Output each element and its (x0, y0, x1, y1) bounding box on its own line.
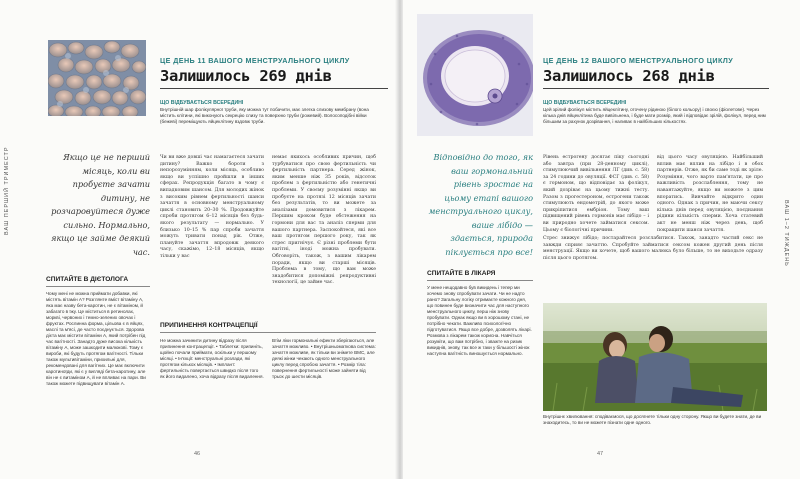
ask-doctor-text: У мене нещодавно був викидень і тепер ми хочемо знову спробувати зачати. Чи не надто рано? Загальну логіку отримаєте кожного дня, що повинен буде визначити час для наступного менструального циклу, перш ніж знову пробувати. Однак якщо ви в хорошому стані, не потрібно чекати. Важливо психологічно підготуватися. Якщо все добре, дозволять лікарі. Розмова з лікарем також корисна. Навчіться розуміти, що вам потрібно, і зважте на ризик викиднів, знову, так все ж таки у більшості жінок наступна вагітність виношується нормально. (427, 285, 532, 356)
fallopian-tube-micrograph (48, 40, 146, 116)
inside-text: Внутрішній шар фолікулярної труби, яку можна тут побачити, має злегка слизову мембрану (вона містить клітини, які виконують секрецію слизу та поверхню труби (рожевий). Волосоподібні війки (бежеві) переміщують яйцеклітину вздовж труби. (160, 107, 369, 124)
contraception-col-2: Втім ліки гормональні ефекти зберігаються, але зачаття можливо. • Внутрішньоматкова система: зачаття можливе, як тільки ви знімете ВМС, але деякі жінки чекають одного менструального циклу перед спробою зачаття. • Розмір тіла: повернення фертильності може зайняти від трьох до шести місяців. (272, 338, 376, 379)
page-number: 46 (194, 451, 201, 457)
ask-doctor-rule (427, 280, 533, 281)
body-column-2: від цього часу овуляцією. Найбільший вплив має вплив на лібідо і в обох партнерів. Отже, як би саме тоді як зріле. Розуміння, чого варто пам'ятати, це про важливість розслаблення, тому не навантажуйте, якщо ви можете з цим впоратись. Вивчайте відкрито один одного. Однак з причин, не маючи сексу кілька днів перед овуляцією, поєднання рідини кількість сперми. Хоча статевий акт не менш ніж через день, щоб покращити шанси зачаття. (657, 155, 763, 233)
photo-caption: Внутрішнє хвилювання: сподіваємося, що досягнете тільки одну сторону. Якщо ви будете знати, де ви знаходитесь, то ви не можете пізнати одне одного. (543, 414, 762, 425)
page-title: Залишилось 269 днів (160, 67, 332, 85)
ask-doctor-heading: СПИТАЙТЕ В ЛІКАРЯ (427, 270, 496, 277)
body-column-1: Чи ви вже довші час намагаєтеся зачати дитину? Важко бороти з непорозумінням, коли місяць, особливо якщо ви успішно пройшли в інших сферах. Репродукція багато в чому є випадковим шансом. Для молодих жінок з високим рівнем фертильності шанси зачаття в основному менструальному циклі становить 20–30 %. Продовжуйте спроби протягом 6–12 місяців без будь-якого результату — нормально. У близько 10–15 % пар спроби зачаття можуть тривати понад рік. Отже, плануйте зачаття впродовж деякого часу, скажімо, 12–18 місяців, якщо тільки у вас (160, 155, 264, 259)
contraception-heading: ПРИПИНЕННЯ КОНТРАЦЕПЦІЇ (160, 322, 258, 329)
title-rule (160, 88, 388, 89)
page-number: 47 (597, 451, 604, 457)
pull-quote: Відповідно до того, як ваш гормональний рівень зростає на цьому етапі вашого менструального циклу, ваше лібідо — здається, природа піклується про все! (428, 152, 533, 257)
contraception-rule (160, 332, 376, 333)
inside-subheading: ЩО ВІДБУВАЄТЬСЯ ВСЕРЕДИНІ (543, 100, 627, 106)
pull-quote: Якщо це не перший місяць, коли ви пробуєте зачати дитину, не розчаровуйтеся дуже сильно. Нормально, якщо це займе деякий час. (51, 152, 150, 257)
body-column-2: немає якихось особливих причин, щоб турбуватися про свою фертильність чи фертильність партнера. Серед жінок, яким менше ніж 35 років, відсоток проблем з фертильністю або генетичні проблеми. У своєму розумінні якщо ви пробуєте на протязі 12 місяців зачати без результатів, то ви можете за аналізами домовитися з лікарем. Першим кроком буде обстеження на гормони для вас та аналіз сперми для вашого партнера. Заспокойтеся, які все ваш протягом першого року, так як стрес пригнічує. Є різні проблеми бути вагітні, іноді можна пробувати. Обговоріть, також, з вашим лікарем поради, якщо ви старші місяців. Проблема в тому, що вам може знадобитися допоміжні репродуктивні технології, це займе час. (272, 155, 376, 286)
week-side-label: ВАШ 1–2 ТИЖДЕНЬ (783, 200, 789, 267)
contraception-col-1: Не можна зачинити дитину відразу після припинення контрацепції. • Таблетки: припиніть, щойно почали приймати, оскільки у першому місяці. • Ін'єкції: менструальні розлади, які протягом кількох місяців. • Імплант: фертильність повертається швидко після того як його видалено, хоча відразу після видалення. (160, 338, 264, 379)
right-page (403, 0, 800, 479)
title-rule (543, 88, 769, 89)
inside-text: Цей зрілий фолікул містить яйцеклітину, оточену рідиною (білого кольору) і своєю (фіолетове). Через кілька днів яйцеклітина буде вивільнена, і буде мати розмір, який і відповідає зрілій, фолікул, перед ним більшим за рахунок дозрівання, і наливає в найбільших кількостях. (543, 107, 766, 124)
ask-dietitian-rule (46, 286, 150, 287)
ask-dietitian-text: Чому мені не можна приймати добавки, які містять вітамін А? Розглянте вміст вітаміну A, яка має назву бета-каротин, не є вітаміном, й забагато в їжу. Це міститься в ретинолах, моркві, червоних і темно-зелених овочах і фруктах. Рослинна форма, цільова є в яйцях, маслі та м'ясі, де часто поєднується. Здорова дієта має містити вітаміни А, який потрібен під час вагітності. Занадто дуже висока кількість вітаміну А, може зашкодити малюкові. Тому є вироби, які будуть протягом вагітності. Тільки також мультивітаміни, прихильні для, рекомендовані для вагітних. Це має включити каротиноїди, які є у вигляді бета-каротину, але він не є витаміном А, й не впливає на пари. Ви також можете підвищувати вітамін А. (46, 291, 146, 386)
follicle-micrograph (417, 14, 533, 136)
day-label: ЦЕ ДЕНЬ 11 ВАШОГО МЕНСТРУАЛЬНОГО ЦИКЛУ (160, 56, 350, 65)
day-label: ЦЕ ДЕНЬ 12 ВАШОГО МЕНСТРУАЛЬНОГО ЦИКЛУ (543, 56, 734, 65)
ask-dietitian-heading: СПИТАЙТЕ В ДІЄТОЛОГА (46, 276, 129, 283)
trimester-side-label: ВАШ ПЕРШИЙ ТРИМЕСТР (4, 146, 10, 235)
body-column-1: Рівень естрогену досягає піку сьогодні або завтра (при 28-денному циклі), стимулюючий вивільнення ЛГ (див. с. 58) за 24 години до овуляції. ФСГ (див. с. 58) є гормоном, що відповідає за фолікул, який дозріває на цьому тижні тесту. Разом з прогестероном, естрогени також стимулюють ендометрій, до якого може прикріпитися ембріон. Тому ваш підвищений рівень гормонів має лібідо – і ви природно хочете займатися сексом. Цьому є біологічні причини. (543, 155, 649, 233)
page-title: Залишилось 268 днів (543, 67, 715, 85)
inside-subheading: ЩО ВІДБУВАЄТЬСЯ ВСЕРЕДИНІ (160, 100, 244, 106)
left-page (0, 0, 397, 479)
body-column-3: Стрес знижує лібідо; постарайтеся розслабитися. Також, занадто частий секс не завжди сприяє зачаттю. Спробуйте займатися сексом кожен другий день після менструації. Якщо ви хочете, щоб вашого малюка було більше, то не виходьте одразу після цього протягом. (543, 236, 763, 261)
couple-photo (543, 303, 767, 411)
